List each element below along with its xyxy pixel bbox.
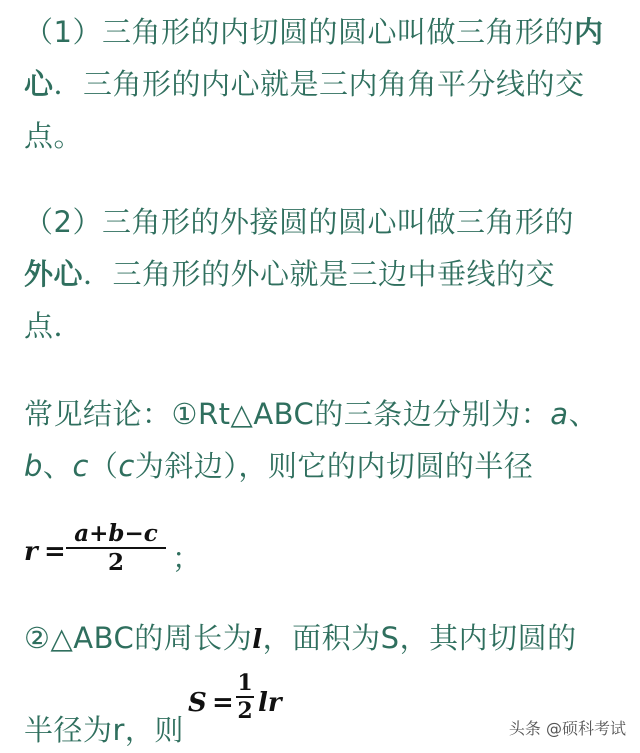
formula1-after: ； <box>172 541 202 575</box>
formula1-eq: = <box>44 537 66 567</box>
para2-line3-text: 点． <box>24 309 84 343</box>
formula1-fraction <box>66 520 166 576</box>
formula2-denominator: 2 <box>237 698 253 724</box>
term-incenter-part1: 内 <box>573 15 604 49</box>
formula1-denominator: 2 <box>107 549 124 576</box>
formula2-eq: = <box>212 688 234 718</box>
formula2-numerator: 1 <box>237 670 253 696</box>
var-c-hyp: c <box>118 449 135 483</box>
formula2-lhs: S <box>188 688 207 718</box>
para1-line3 <box>24 118 83 154</box>
conclusion-line1-sep: 、 <box>568 397 599 431</box>
conclusion-line2-sep1: 、 <box>42 449 73 483</box>
para2-line1-text: （2）三角形的外接圆的圆心叫做三角形的 <box>24 205 574 239</box>
para1-line2-text: ．三角形的内心就是三内角角平分线的交 <box>53 67 585 101</box>
para1-line1-text: （1）三角形的内切圆的圆心叫做三角形的 <box>24 15 574 49</box>
watermark: 头条 @硕科考试 <box>508 719 626 738</box>
var-c: c <box>72 449 89 483</box>
item2-line1 <box>24 620 577 658</box>
para1-line1 <box>24 14 603 50</box>
item2-line1-rest: ，面积为S，其内切圆的 <box>262 621 577 655</box>
var-b: b <box>24 449 43 483</box>
para2-line2-text: ．三角形的外心就是三边中垂线的交 <box>83 257 556 291</box>
formula1-numerator: a+b−c <box>74 520 158 547</box>
var-a: a <box>550 397 569 431</box>
var-l: l <box>252 625 263 655</box>
term-incenter-part2: 心 <box>24 67 54 101</box>
item2-line1-prefix: ②△ABC的周长为 <box>24 621 253 655</box>
para2-line3 <box>24 308 83 344</box>
conclusion-line1 <box>24 396 598 432</box>
conclusion-line2-rest: 为斜边），则它的内切圆的半径 <box>134 449 534 483</box>
formula2-rhs: lr <box>258 688 282 718</box>
para2-line2 <box>24 256 555 292</box>
formula1-lhs: r <box>24 537 38 567</box>
para1-line3-text: 点。 <box>24 119 84 153</box>
term-circumcenter: 外心 <box>24 257 84 291</box>
para1-line2 <box>24 66 585 102</box>
formula2-fraction <box>236 670 254 724</box>
conclusion-line2-paren: （ <box>88 449 119 483</box>
item2-line2 <box>24 712 184 748</box>
item2-line2-text: 半径为r，则 <box>24 713 184 747</box>
para2-line1 <box>24 204 574 240</box>
conclusion-line1-prefix: 常见结论：①Rt△ABC的三条边分别为： <box>24 397 551 431</box>
conclusion-line2 <box>24 448 533 484</box>
